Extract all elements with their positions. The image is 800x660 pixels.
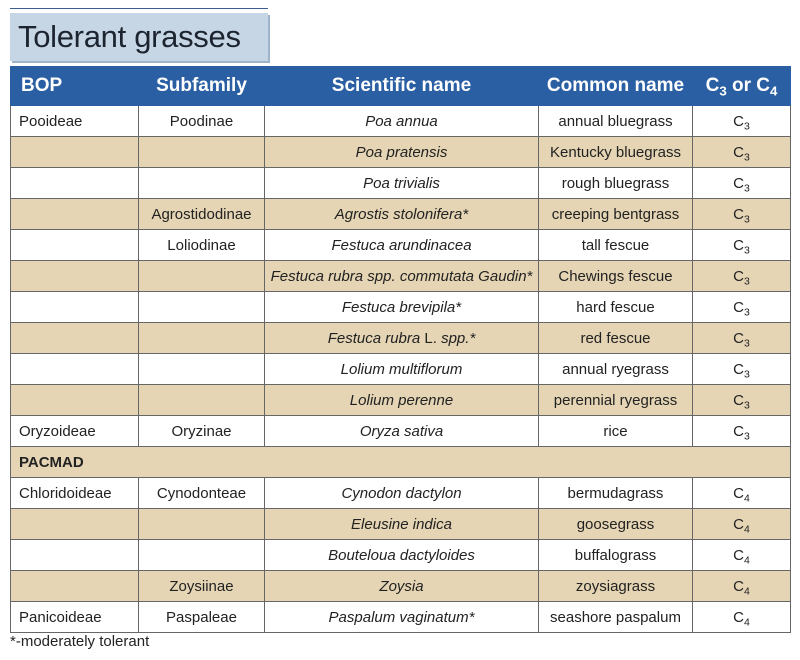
table-row bbox=[11, 416, 791, 447]
common-name-cell: perennial ryegrass bbox=[539, 385, 693, 416]
scientific-name-cell: Poa trivialis bbox=[265, 168, 539, 199]
common-name-cell: seashore paspalum bbox=[539, 602, 693, 633]
header-bop: BOP bbox=[11, 67, 139, 106]
table-row bbox=[11, 261, 791, 292]
header-pathway bbox=[693, 67, 791, 106]
pathway-letter: C bbox=[733, 236, 744, 254]
bop-cell bbox=[11, 509, 139, 540]
subfamily-cell bbox=[139, 385, 265, 416]
subfamily-cell bbox=[139, 261, 265, 292]
pathway-letter: C bbox=[733, 391, 744, 409]
scientific-name-cell: Festuca rubra spp. commutata Gaudin* bbox=[265, 261, 539, 292]
pathway-letter: C bbox=[733, 515, 744, 533]
common-name-cell: rice bbox=[539, 416, 693, 447]
pathway-cell bbox=[693, 385, 791, 416]
common-name-cell: annual ryegrass bbox=[539, 354, 693, 385]
header-pathway-c4-sub: 4 bbox=[770, 83, 778, 99]
subfamily-cell bbox=[139, 168, 265, 199]
scientific-name-cell: Lolium multiflorum bbox=[265, 354, 539, 385]
pathway-letter: C bbox=[733, 267, 744, 285]
common-name-cell: red fescue bbox=[539, 323, 693, 354]
pathway-cell bbox=[693, 416, 791, 447]
pathway-letter: C bbox=[733, 546, 744, 564]
scientific-name-cell: Festuca brevipila* bbox=[265, 292, 539, 323]
subfamily-cell: Loliodinae bbox=[139, 230, 265, 261]
bop-cell bbox=[11, 385, 139, 416]
scientific-name-cell: Bouteloua dactyloides bbox=[265, 540, 539, 571]
table-row bbox=[11, 478, 791, 509]
header-pathway-c4: C bbox=[756, 75, 771, 96]
header-pathway-c3-sub: 3 bbox=[719, 83, 727, 99]
pathway-number: 4 bbox=[744, 554, 750, 567]
section-label-pacmad: PACMAD bbox=[11, 447, 791, 478]
page-title: Tolerant grasses bbox=[18, 19, 241, 54]
subfamily-cell: Zoysiinae bbox=[139, 571, 265, 602]
scientific-name-cell: Festuca arundinacea bbox=[265, 230, 539, 261]
pathway-number: 3 bbox=[744, 337, 750, 350]
pathway-cell bbox=[693, 230, 791, 261]
pathway-number: 3 bbox=[744, 151, 750, 164]
title-box bbox=[10, 13, 268, 61]
subfamily-cell: Oryzinae bbox=[139, 416, 265, 447]
scientific-name-cell: Oryza sativa bbox=[265, 416, 539, 447]
pathway-number: 3 bbox=[744, 213, 750, 226]
pathway-letter: C bbox=[733, 422, 744, 440]
subfamily-cell: Paspaleae bbox=[139, 602, 265, 633]
common-name-cell: Chewings fescue bbox=[539, 261, 693, 292]
scientific-name-cell: Eleusine indica bbox=[265, 509, 539, 540]
header-scientific-name: Scientific name bbox=[265, 67, 539, 106]
section-row bbox=[11, 447, 791, 478]
bop-cell: Oryzoideae bbox=[11, 416, 139, 447]
bop-cell: Panicoideae bbox=[11, 602, 139, 633]
subfamily-cell bbox=[139, 354, 265, 385]
scientific-name-cell: Paspalum vaginatum* bbox=[265, 602, 539, 633]
scientific-name-cell: Cynodon dactylon bbox=[265, 478, 539, 509]
bop-cell bbox=[11, 261, 139, 292]
header-common-name: Common name bbox=[539, 67, 693, 106]
bop-cell bbox=[11, 354, 139, 385]
pathway-cell bbox=[693, 540, 791, 571]
bop-cell bbox=[11, 292, 139, 323]
header-pathway-c3: C bbox=[705, 75, 720, 96]
bop-cell bbox=[11, 571, 139, 602]
table-row bbox=[11, 571, 791, 602]
scientific-name-cell: Zoysia bbox=[265, 571, 539, 602]
footnote: *-moderately tolerant bbox=[10, 633, 150, 650]
pathway-number: 3 bbox=[744, 275, 750, 288]
table-row bbox=[11, 168, 791, 199]
common-name-cell: creeping bentgrass bbox=[539, 199, 693, 230]
pathway-cell bbox=[693, 602, 791, 633]
pathway-number: 3 bbox=[744, 120, 750, 133]
table-row bbox=[11, 292, 791, 323]
scientific-name-cell: Agrostis stolonifera* bbox=[265, 199, 539, 230]
pathway-letter: C bbox=[733, 205, 744, 223]
title-rule bbox=[10, 8, 268, 9]
header-subfamily: Subfamily bbox=[139, 67, 265, 106]
bop-cell bbox=[11, 230, 139, 261]
pathway-number: 3 bbox=[744, 244, 750, 257]
pathway-number: 3 bbox=[744, 306, 750, 319]
scientific-name-italic-suffix: spp.* bbox=[441, 329, 476, 347]
subfamily-cell bbox=[139, 540, 265, 571]
pathway-letter: C bbox=[733, 484, 744, 502]
common-name-cell: hard fescue bbox=[539, 292, 693, 323]
subfamily-cell bbox=[139, 323, 265, 354]
subfamily-cell: Agrostidodinae bbox=[139, 199, 265, 230]
subfamily-cell bbox=[139, 292, 265, 323]
bop-cell bbox=[11, 323, 139, 354]
pathway-cell bbox=[693, 292, 791, 323]
common-name-cell: Kentucky bluegrass bbox=[539, 137, 693, 168]
pathway-letter: C bbox=[733, 360, 744, 378]
common-name-cell: annual bluegrass bbox=[539, 106, 693, 137]
table-row bbox=[11, 137, 791, 168]
table-row bbox=[11, 230, 791, 261]
pathway-number: 3 bbox=[744, 368, 750, 381]
pathway-letter: C bbox=[733, 298, 744, 316]
common-name-cell: zoysiagrass bbox=[539, 571, 693, 602]
subfamily-cell: Cynodonteae bbox=[139, 478, 265, 509]
subfamily-cell: Poodinae bbox=[139, 106, 265, 137]
pathway-cell bbox=[693, 509, 791, 540]
pathway-cell bbox=[693, 354, 791, 385]
pathway-number: 4 bbox=[744, 585, 750, 598]
table-row bbox=[11, 385, 791, 416]
table-row bbox=[11, 509, 791, 540]
common-name-cell: bermudagrass bbox=[539, 478, 693, 509]
bop-cell bbox=[11, 199, 139, 230]
table-row bbox=[11, 106, 791, 137]
subfamily-cell bbox=[139, 509, 265, 540]
pathway-cell bbox=[693, 106, 791, 137]
pathway-letter: C bbox=[733, 174, 744, 192]
grasses-table bbox=[10, 66, 791, 633]
pathway-letter: C bbox=[733, 608, 744, 626]
common-name-cell: tall fescue bbox=[539, 230, 693, 261]
bop-cell bbox=[11, 168, 139, 199]
pathway-letter: C bbox=[733, 112, 744, 130]
pathway-letter: C bbox=[733, 143, 744, 161]
header-pathway-or: or bbox=[726, 75, 757, 96]
pathway-cell bbox=[693, 261, 791, 292]
header-row bbox=[11, 67, 791, 106]
bop-cell bbox=[11, 137, 139, 168]
common-name-cell: goosegrass bbox=[539, 509, 693, 540]
scientific-name-cell: Lolium perenne bbox=[265, 385, 539, 416]
common-name-cell: buffalograss bbox=[539, 540, 693, 571]
pathway-number: 4 bbox=[744, 616, 750, 629]
common-name-cell: rough bluegrass bbox=[539, 168, 693, 199]
bop-cell: Pooideae bbox=[11, 106, 139, 137]
pathway-cell bbox=[693, 478, 791, 509]
bop-cell bbox=[11, 540, 139, 571]
pathway-cell bbox=[693, 168, 791, 199]
scientific-name-italic: Festuca rubra bbox=[327, 329, 421, 347]
scientific-name-plain: L. bbox=[420, 329, 442, 347]
pathway-cell bbox=[693, 199, 791, 230]
pathway-cell bbox=[693, 571, 791, 602]
pathway-cell bbox=[693, 323, 791, 354]
table-row bbox=[11, 199, 791, 230]
pathway-letter: C bbox=[733, 329, 744, 347]
table-row bbox=[11, 602, 791, 633]
table-row bbox=[11, 323, 791, 354]
pathway-cell bbox=[693, 137, 791, 168]
pathway-number: 4 bbox=[744, 523, 750, 536]
bop-cell: Chloridoideae bbox=[11, 478, 139, 509]
scientific-name-cell: Poa annua bbox=[265, 106, 539, 137]
subfamily-cell bbox=[139, 137, 265, 168]
table-row bbox=[11, 540, 791, 571]
scientific-name-cell bbox=[265, 323, 539, 354]
table-row bbox=[11, 354, 791, 385]
pathway-number: 3 bbox=[744, 399, 750, 412]
pathway-number: 3 bbox=[744, 430, 750, 443]
scientific-name-cell: Poa pratensis bbox=[265, 137, 539, 168]
pathway-number: 3 bbox=[744, 182, 750, 195]
pathway-number: 4 bbox=[744, 492, 750, 505]
title-block bbox=[10, 8, 268, 61]
pathway-letter: C bbox=[733, 577, 744, 595]
